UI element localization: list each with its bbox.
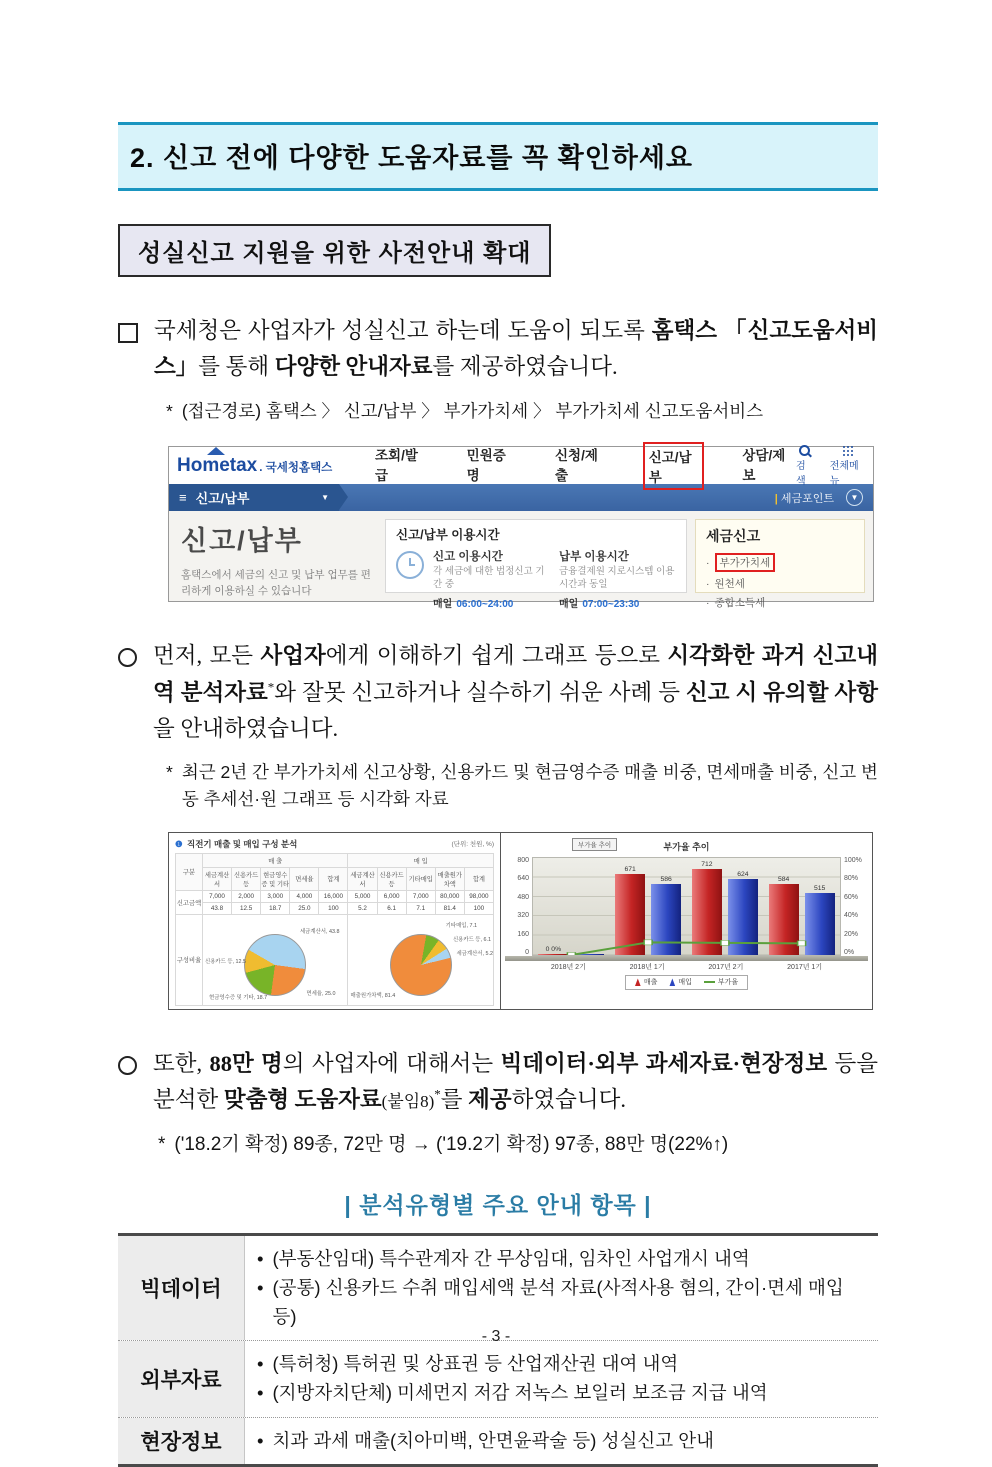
chevron-down-icon[interactable]: ▼ <box>846 489 863 506</box>
hometax-content <box>169 511 873 610</box>
nav-item-report-pay[interactable]: 신고/납부 <box>643 442 705 490</box>
paragraph-1-text: 국세청은 사업자가 성실신고 하는데 도움이 되도록 홈택스 「신고도움서비스」를 통해 다양한 안내자료를 제공하였습니다. <box>154 318 879 380</box>
hometax-screenshot <box>168 446 874 610</box>
footnote-visualization: * 최근 2년 간 부가가치세 신고상황, 신용카드 및 현금영수증 매출 비중, 면세매출 비중, 신고 변동 추세선·원 그래프 등 시각화 자료 <box>166 759 878 812</box>
guide-table-heading: | 분석유형별 주요 안내 항목 | <box>344 1192 652 1219</box>
chart-legend: 매출 매입 부가율 <box>625 975 748 990</box>
vat-ratio-panel <box>500 832 873 1010</box>
bullet-icon: • <box>257 1429 264 1451</box>
bullet-icon: • <box>257 1276 264 1298</box>
tax-report-menu-card: 세금신고 · 부가가치세 · 원천세 · 종합소득세 <box>695 519 865 593</box>
tax-points-link[interactable]: | 세금포인트 <box>774 492 834 505</box>
sales-pie-cell: 세금계산서, 43.8 신용카드 등, 12.5 현금영수증 및 기타, 18.7 면세율, 25.0 <box>203 914 348 1005</box>
footnote-access-path: * (접근경로) 홈택스 〉 신고/납부 〉 부가가치세 〉 부가가치세 신고도움서비스 <box>166 398 878 424</box>
guide-table <box>118 1233 878 1467</box>
hometax-page-desc: 홈택스에서 세금의 신고 및 납부 업무를 편리하게 이용하실 수 있습니다 <box>181 569 371 597</box>
chart-title: 부가율 추이 <box>663 841 710 852</box>
sales-pie-chart <box>244 934 306 996</box>
chart-tab[interactable]: 부가율 추이 <box>572 838 617 851</box>
composition-panel <box>168 832 501 1010</box>
purchase-pie-chart <box>390 934 452 996</box>
sales-marker-icon <box>635 978 641 986</box>
house-roof-icon <box>207 447 225 455</box>
clock-icon <box>396 551 424 579</box>
analysis-title: 직전기 매출 및 매입 구성 분석 <box>187 838 298 849</box>
subsection-title: 성실신고 지원을 위한 사전안내 확대 <box>118 224 551 277</box>
hometax-utility <box>796 445 865 487</box>
sidebar-item-income[interactable]: · 종합소득세 <box>706 596 766 610</box>
right-axis: 100% 80% 60% 40% 20% 0% <box>844 856 862 956</box>
report-hours: 신고 이용시간 각 세금에 대한 법정신고 기간 중 매일 06:00~24:00 <box>433 551 545 610</box>
composition-table: 구분 매 출 매 입 세금계산서 신용카드 등 현금영수증 및 기타 면세율 합계 세금계산서 신용카드 등 기타매입 매출원가차액 합계 신고금액 7,000 2,000 3,000 4,000 16,000 5,000 6,000 7,000 80,000 98,000 43.8 12.5 18.7 25.0 100 5.2 6.1 7.1 81.4 100 구성비율 세금계산서, 43.8 신용카드 등, 12.5 현금영수증 및 기타, 18.7 면세율, 25.0 기타매입, 7.1 신용카드 등, 6.1 세금계산서, 5.2 매출원가차액, 81.4 <box>175 853 494 1006</box>
bar-group: 712 624 <box>687 858 764 955</box>
nav-item-civil[interactable]: 민원증명 <box>466 447 506 483</box>
paragraph-2-text: 먼저, 모든 사업자에게 이해하기 쉽게 그래프 등으로 시각화한 과거 신고내역 분석자료*와 잘못 신고하거나 실수하기 쉬운 사례 등 신고 시 유의할 사항을 안내하였습니다. <box>153 643 878 741</box>
payment-hours: 납부 이용시간 금융결제원 지로시스템 이용시간과 동일 매일 07:00~23:30 <box>559 551 675 610</box>
ratio-line-icon <box>704 981 715 983</box>
hamburger-icon: ≡ <box>179 490 187 506</box>
paragraph-2 <box>118 638 878 747</box>
usage-hours-card: 신고/납부 이용시간 신고 이용시간 각 세금에 대한 법정신고 기간 중 매일 06:00~24:00 납부 이용시간 금융결제원 지로시스템 이용시간과 동일 매일 07:00~23:30 <box>385 519 687 593</box>
unit-label: (단위: 천원, %) <box>451 841 494 849</box>
document-page <box>118 0 878 1467</box>
footnote-statistics: * ('18.2기 확정) 89종, 72만 명 → ('19.2기 확정) 97종, 88만 명(22%↑) <box>158 1131 878 1160</box>
paragraph-1 <box>118 313 878 386</box>
search-button[interactable]: 검색 <box>796 445 814 487</box>
circle-bullet-icon <box>118 1056 137 1075</box>
table-row-external: 외부자료 • (특허청) 특허권 및 상표권 등 산업재산권 대여 내역 • (지방자치단체) 미세먼지 저감 저녹스 보일러 보조금 지급 내역 <box>118 1341 878 1417</box>
section-title: 2. 신고 전에 다양한 도움자료를 꼭 확인하세요 <box>118 122 878 191</box>
purchase-marker-icon <box>669 978 675 986</box>
hometax-page-title: 신고/납부 <box>181 526 303 557</box>
breadcrumb[interactable]: ≡ 신고/납부 ▼ <box>169 484 339 511</box>
square-bullet-icon <box>118 323 138 343</box>
left-axis: 800 640 480 320 160 0 <box>517 856 529 956</box>
paragraph-3 <box>118 1046 878 1119</box>
sidebar-item-withholding[interactable]: · 원천세 <box>706 577 745 591</box>
page-number: - 3 - <box>481 1328 511 1345</box>
asterisk-icon: * <box>166 400 173 421</box>
info-icon: ❶ <box>175 838 183 849</box>
analysis-screenshots <box>168 832 874 1010</box>
bar-chart-plot <box>532 857 841 956</box>
caret-down-icon: ▼ <box>321 493 329 503</box>
nav-item-consult[interactable]: 상담/제보 <box>742 447 786 483</box>
bar-group: 671 586 <box>610 858 687 955</box>
nav-item-apply[interactable]: 신청/제출 <box>555 447 598 483</box>
bullet-icon: • <box>257 1248 264 1270</box>
bullet-icon: • <box>257 1382 264 1403</box>
hometax-top-bar <box>169 447 873 487</box>
bar-group: 584 515 <box>763 858 840 955</box>
nav-item-inquiry[interactable]: 조회/발급 <box>375 447 418 483</box>
vat-ratio-line <box>533 858 840 955</box>
sidebar-item-vat[interactable]: · 부가가치세 <box>706 553 854 572</box>
hometax-logo[interactable]: Hometax . 국세청홈택스 <box>177 455 345 477</box>
bullet-icon: • <box>257 1353 264 1375</box>
table-row-bigdata: 빅데이터 • (부동산임대) 특수관계자 간 무상임대, 임차인 사업개시 내역 • (공통) 신용카드 수취 매입세액 분석 자료(사적사용 혐의, 간이·면세 매입 등) <box>118 1236 878 1341</box>
x-axis-labels: 2018년 2기 2018년 1기 2017년 2기 2017년 1기 <box>550 963 823 971</box>
circle-bullet-icon <box>118 648 137 667</box>
asterisk-icon: * <box>166 762 173 783</box>
paragraph-3-text: 또한, 88만 명의 사업자에 대해서는 빅데이터·외부 과세자료·현장정보 등을 분석한 맞춤형 도움자료(붙임8)*를 제공하였습니다. <box>153 1050 878 1113</box>
asterisk-icon: * <box>158 1133 166 1155</box>
table-row-field: 현장정보 • 치과 과세 매출(치아미백, 안면윤곽술 등) 성실신고 안내 <box>118 1418 878 1465</box>
bar-group: 0 0% <box>533 858 610 955</box>
purchase-pie-cell: 기타매입, 7.1 신용카드 등, 6.1 세금계산서, 5.2 매출원가차액, 81.4 <box>348 914 494 1005</box>
search-icon <box>799 445 810 456</box>
hometax-nav <box>371 442 796 490</box>
grid-menu-icon <box>842 445 853 456</box>
all-menu-button[interactable]: 전체메뉴 <box>830 445 865 487</box>
